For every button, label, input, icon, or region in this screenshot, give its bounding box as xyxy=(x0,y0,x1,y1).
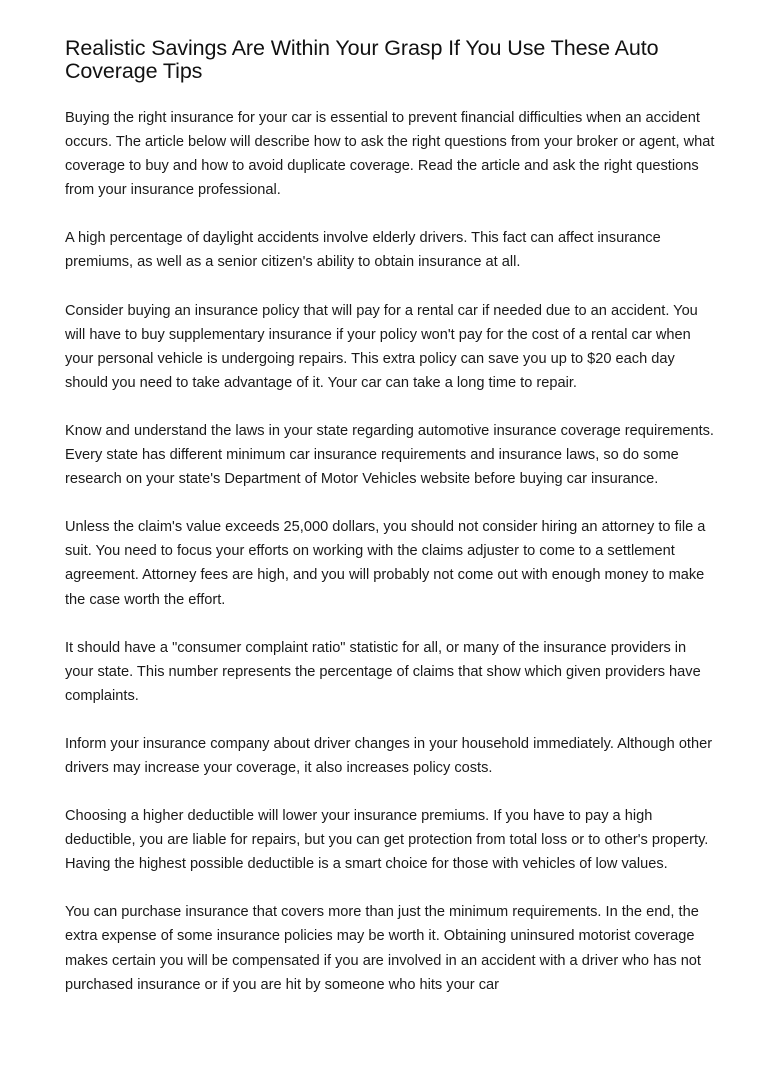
paragraph-intro: Buying the right insurance for your car is essential to prevent financial difficulties when an accident occurs. The article below will describe how to ask the right questions from your broker or agent, what coverage to buy and how to avoid duplicate coverage. Read the article and ask the right questions from your insurance professional. xyxy=(65,110,715,199)
paragraph-state-laws: Know and understand the laws in your state regarding automotive insurance coverage requirements. Every state has different minimum car insurance requirements and insurance laws, so do some research on your state's Department of Motor Vehicles website before buying car insurance. xyxy=(65,422,714,488)
paragraph-complaint-ratio: It should have a "consumer complaint ratio" statistic for all, or many of the insurance providers in your state. This number represents the percentage of claims that show which given providers have complaints. xyxy=(65,639,701,704)
paragraph-driver-changes: Inform your insurance company about driver changes in your household immediately. Although other drivers may increase your coverage, it also increases policy costs. xyxy=(65,735,713,776)
paragraph-extra-coverage: You can purchase insurance that covers more than just the minimum requirements. In the end, the extra expense of some insurance policies may be worth it. Obtaining uninsured motorist coverage makes certain you will be compensated if you are involved in an accident with a driver who has not purchased insurance or if you are hit by someone who hits your car xyxy=(65,904,701,993)
paragraph-elderly-drivers: A high percentage of daylight accidents involve elderly drivers. This fact can affect insurance premiums, as well as a senior citizen's ability to obtain insurance at all. xyxy=(65,230,661,271)
document-body xyxy=(65,106,715,997)
document-page xyxy=(65,37,715,1021)
paragraph-rental-car: Consider buying an insurance policy that will pay for a rental car if needed due to an accident. You will have to buy supplementary insurance if your policy won't pay for the cost of a rental car when your personal vehicle is undergoing repairs. This extra policy can save you up to $20 each day should you need to take advantage of it. Your car can take a long time to repair. xyxy=(65,302,698,391)
paragraph-attorney: Unless the claim's value exceeds 25,000 dollars, you should not consider hiring an attorney to file a suit. You need to focus your efforts on working with the claims adjuster to come to a settlement agreement. Attorney fees are high, and you will probably not come out with enough money to make the case worth the effort. xyxy=(65,519,706,608)
paragraph-deductible: Choosing a higher deductible will lower your insurance premiums. If you have to pay a high deductible, you are liable for repairs, but you can get protection from total loss or to other's property. Having the highest possible deductible is a smart choice for those with vehicles of low values. xyxy=(65,808,709,873)
document-title: Realistic Savings Are Within Your Grasp If You Use These Auto Coverage Tips xyxy=(65,36,659,83)
